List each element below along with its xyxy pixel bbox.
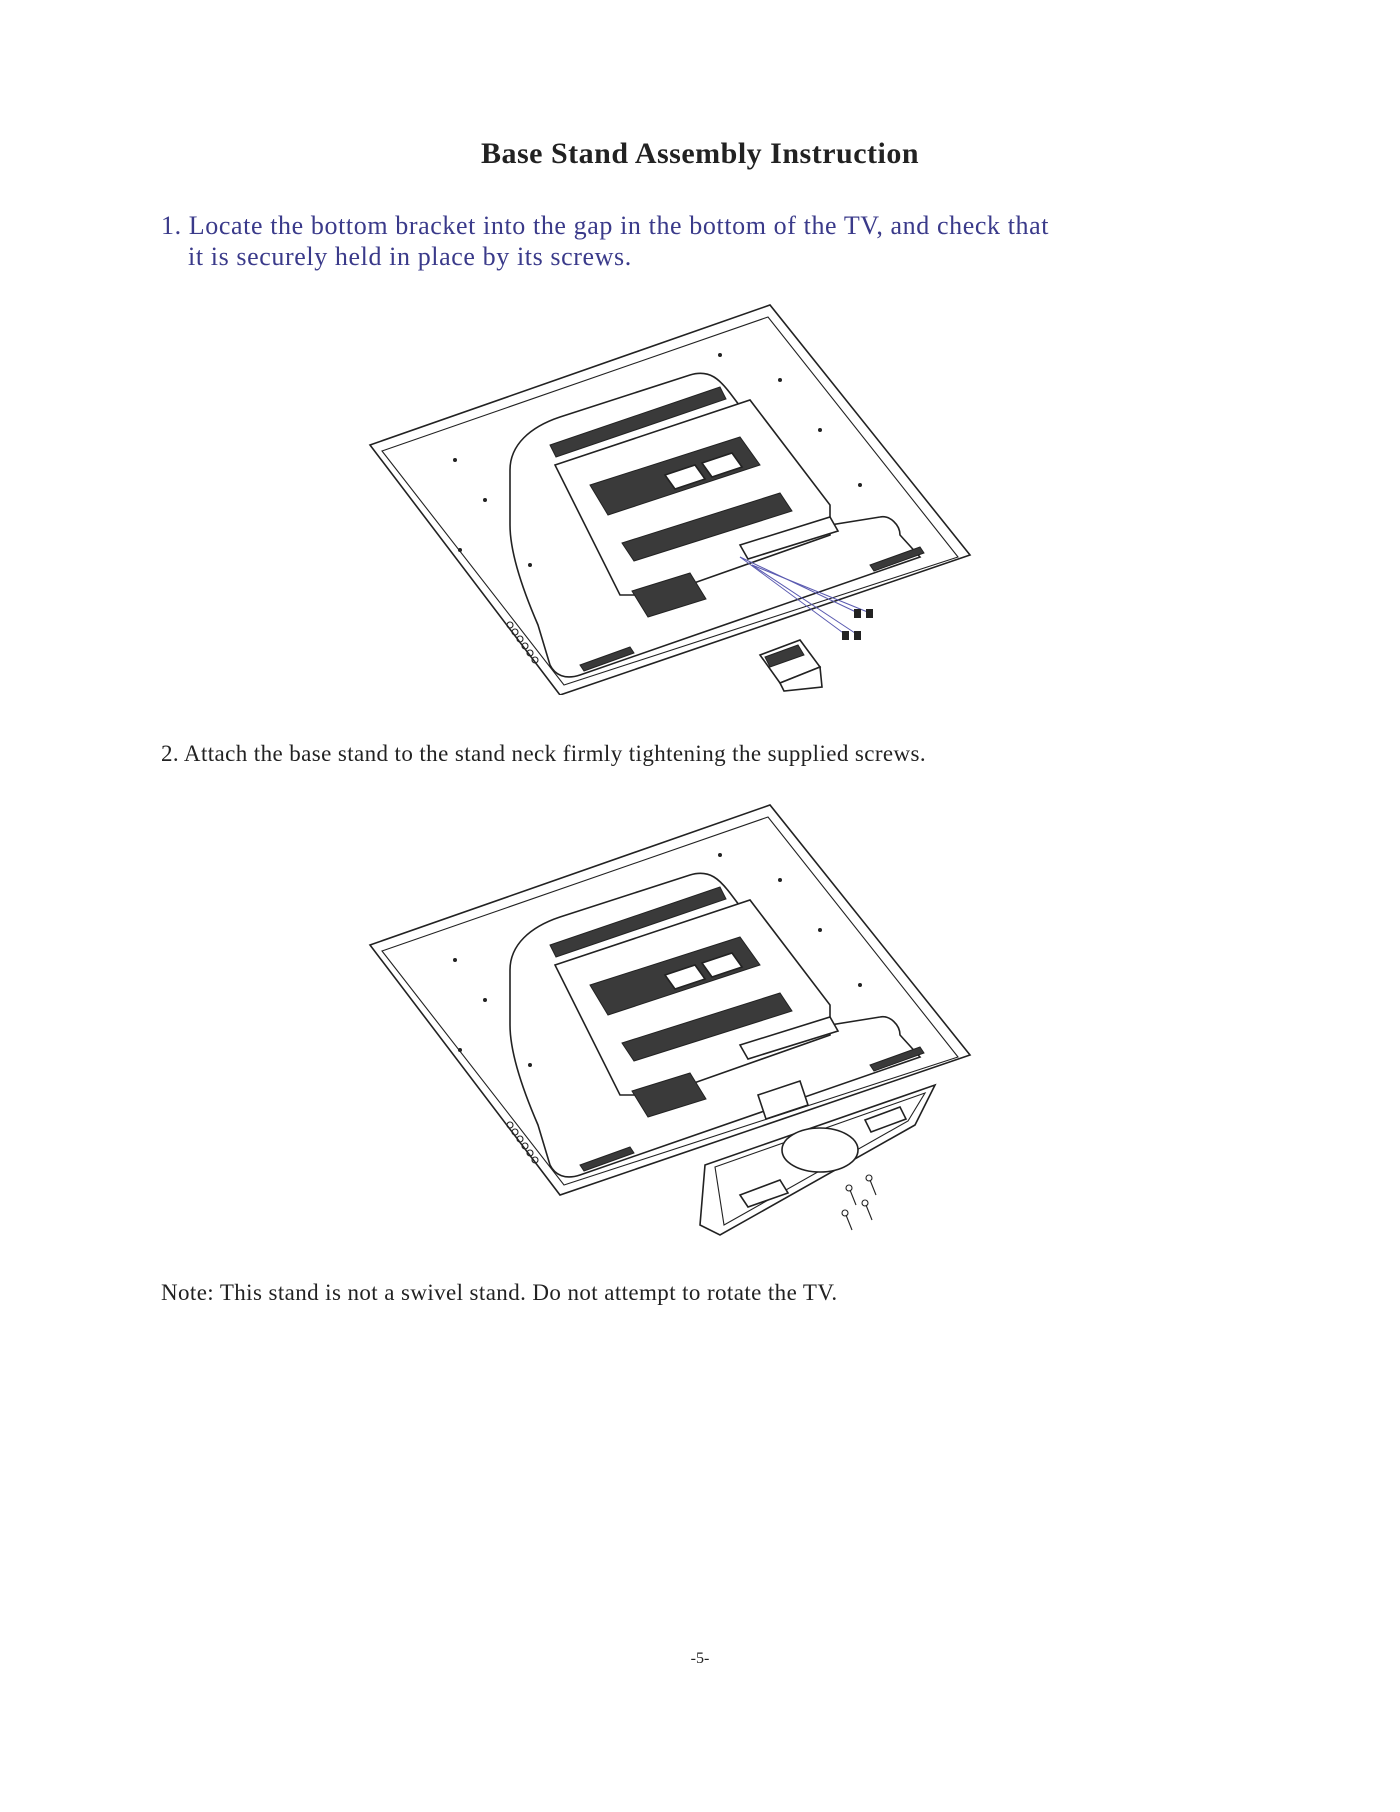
step-1-line-2: it is securely held in place by its screws. <box>188 242 632 271</box>
bottom-bracket <box>760 640 822 691</box>
step-1-instruction <box>161 210 1049 272</box>
note-text: Note: This stand is not a swivel stand. Do not attempt to rotate the TV. <box>161 1280 838 1305</box>
step-1-line-1: 1. Locate the bottom bracket into the gap in the bottom of the TV, and check that <box>161 211 1050 240</box>
tv-back-bracket-diagram <box>360 295 980 695</box>
step-2-instruction: 2. Attach the base stand to the stand neck firmly tightening the supplied screws. <box>161 741 927 766</box>
screw-icons <box>842 609 873 640</box>
base-stand-screws <box>842 1175 876 1230</box>
page-title: Base Stand Assembly Instruction <box>480 137 920 170</box>
page-number: -5- <box>690 1650 710 1667</box>
tv-back-base-stand-diagram <box>360 795 980 1245</box>
